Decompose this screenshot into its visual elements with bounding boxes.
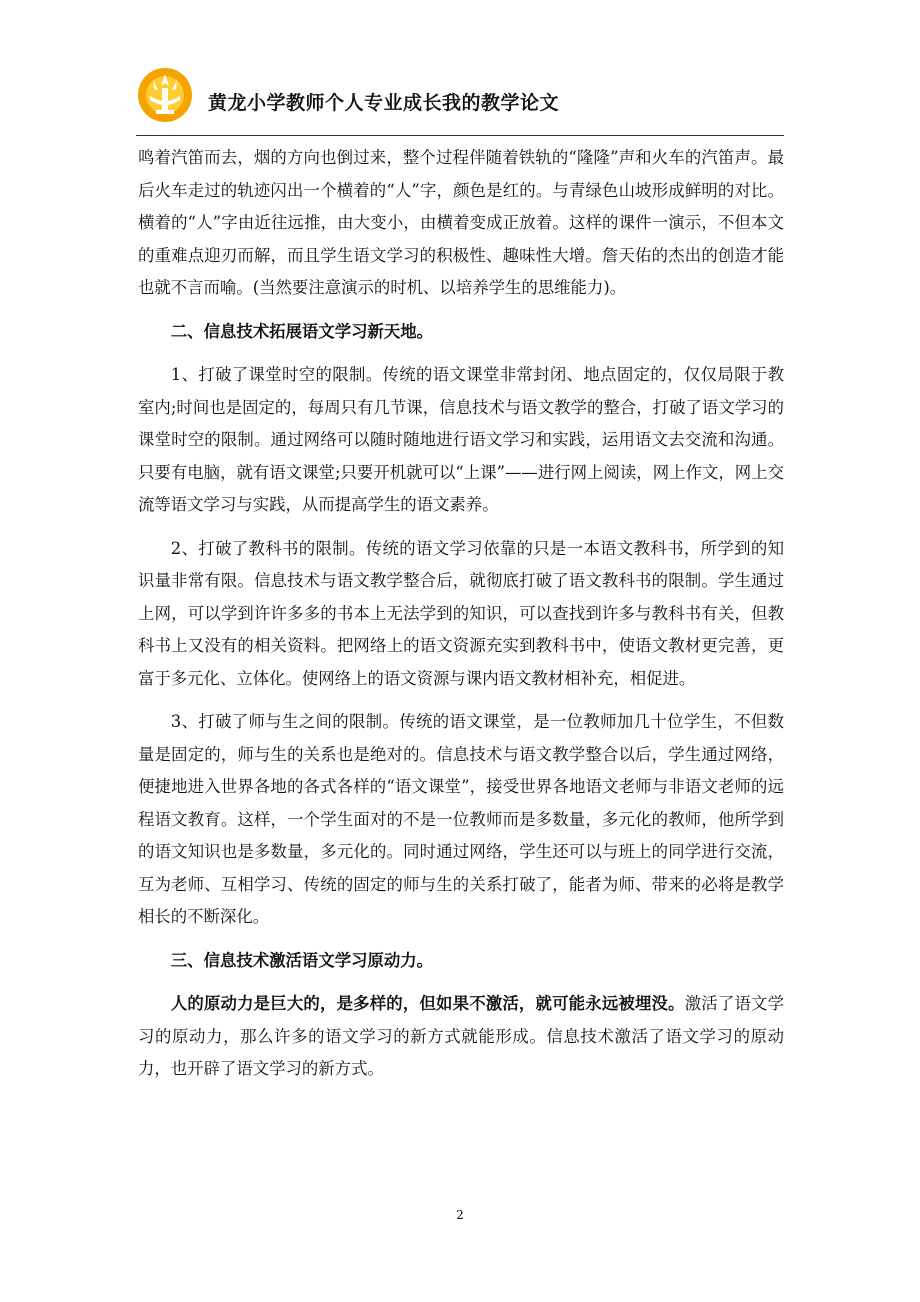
paragraph-continuation: 鸣着汽笛而去，烟的方向也倒过来，整个过程伴随着铁轨的“隆隆”声和火车的汽笛声。最后火车走过的轨迹闪出一个横着的“人”字，颜色是红的。与青绿色山坡形成鲜明的对比。横着的“人”字由近往远推，由大变小，由横着变成正放着。这样的课件一演示，不但本文的重难点迎刃而解，而且学生语文学习的积极性、趣味性大增。詹天佑的杰出的创造才能也就不言而喻。(当然要注意演示的时机、以培养学生的思维能力)。	[138, 148, 784, 297]
page-header	[136, 66, 784, 130]
paragraph-classroom-time: 1、打破了课堂时空的限制。传统的语文课堂非常封闭、地点固定的，仅仅局限于教室内;时间也是固定的，每周只有几节课，信息技术与语文教学的整合，打破了语文学习的课堂时空的限制。通过网络可以随时随地进行语文学习和实践，运用语文去交流和沟通。只要有电脑，就有语文课堂;只要开机就可以“上课”——进行网上阅读，网上作文，网上交流等语文学习与实践，从而提高学生的语文素养。	[138, 365, 784, 514]
paragraph-textbook: 2、打破了教科书的限制。传统的语文学习依靠的只是一本语文教科书，所学到的知识量非常有限。信息技术与语文教学整合后，就彻底打破了语文教科书的限制。学生通过上网，可以学到许许多多的书本上无法学到的知识，可以查找到许多与教科书有关，但教科书上又没有的相关资料。把网络上的语文资源充实到教科书中，使语文教材更完善，更富于多元化、立体化。使网络上的语文资源与课内语文教材相补充，相促进。	[138, 538, 784, 688]
header-title: 黄龙小学教师个人专业成长我的教学论文	[208, 92, 560, 114]
paragraph-motivation	[138, 988, 784, 1086]
header-divider	[136, 135, 784, 136]
section-heading-3: 三、信息技术激活语文学习原动力。	[170, 950, 434, 970]
torch-emblem-icon	[136, 66, 194, 124]
paragraph-bold-lead: 人的原动力是巨大的，是多样的，但如果不激活，就可能永远被埋没。	[170, 994, 685, 1013]
section-heading-2: 二、信息技术拓展语文学习新天地。	[170, 321, 434, 341]
paragraph-rest: 激活了语文学习的原动力，那么许多的语文学习的新方式就能形成。信息技术激活了语文学习的原动力，也开辟了语文学习的新方式。	[138, 994, 784, 1078]
page-number: 2	[456, 1208, 464, 1222]
document-body	[138, 142, 784, 1097]
paragraph-teacher-student: 3、打破了师与生之间的限制。传统的语文课堂，是一位教师加几十位学生，不但数量是固定的，师与生的关系也是绝对的。信息技术与语文教学整合以后，学生通过网络，便捷地进入世界各地的各式各样的“语文课堂”，接受世界各地语文老师与非语文老师的远程语文教育。这样，一个学生面对的不是一位教师而是多数量，多元化的教师，他所学到的语文知识也是多数量，多元化的。同时通过网络，学生还可以与班上的同学进行交流，互为老师、互相学习、传统的固定的师与生的关系打破了，能者为师、带来的必将是教学相长的不断深化。	[138, 712, 784, 926]
